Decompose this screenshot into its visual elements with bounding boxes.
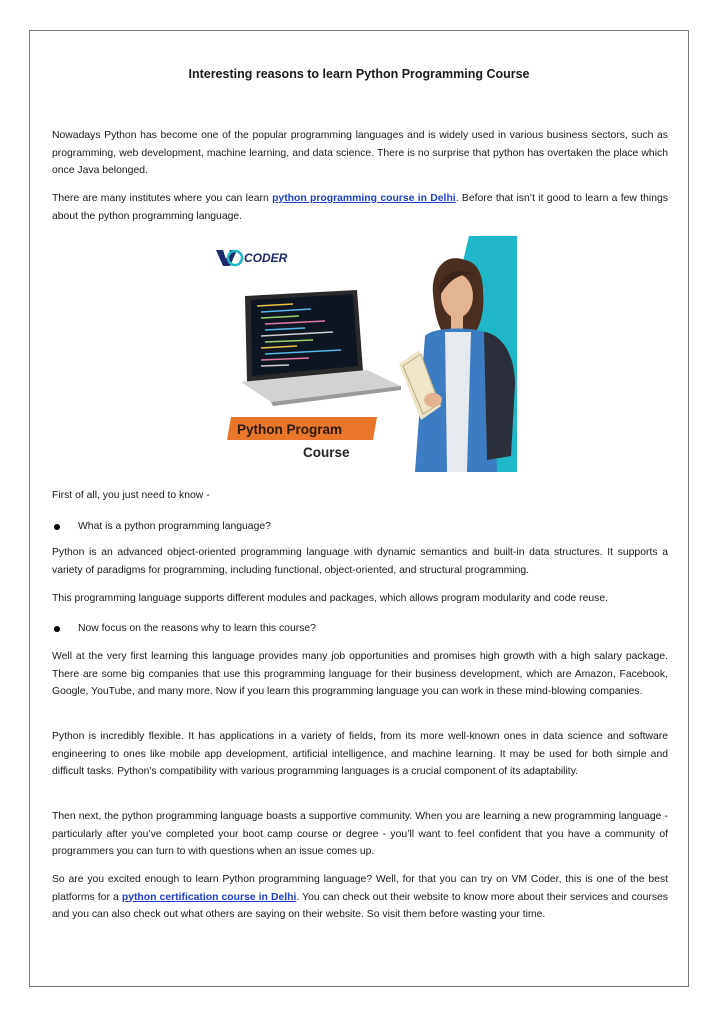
python-course-delhi-link[interactable]: python programming course in Delhi xyxy=(272,193,456,204)
paragraph-vm-coder xyxy=(52,871,668,924)
paragraph-job-opportunities: Well at the very first learning this language provides many job opportunities and promises high growth with a high salary package. There are some big companies that use this programming language for their business development, which are Amazon, Facebook, Google, YouTube, and many more. Now if you learn this programming language you can work in these mind-blowing companies. xyxy=(52,651,668,697)
bullet-dot-icon xyxy=(54,626,60,632)
bullet-reasons-text: Now focus on the reasons why to learn this course? xyxy=(78,623,316,634)
banner-title-text: Python Program xyxy=(237,422,343,437)
logo-text: CODER xyxy=(244,251,288,265)
paragraph-community: Then next, the python programming language boasts a supportive community. When you are learning a new programming language - particularly after you’ve completed your boot camp course or degree - you’ll want to feel confident that you have a community of programmers you can turn to with questions when an issue comes up. xyxy=(52,811,668,857)
banner-subtitle-text: Course xyxy=(303,445,350,460)
paragraph-institutes-text-after: . Before that isn’t it good to learn a few things about the python programming language. xyxy=(52,193,668,222)
document-page xyxy=(29,30,689,987)
paragraph-flexibility: Python is incredibly flexible. It has applications in a variety of fields, from its more well-known ones in data science and software engineering to ones like mobile app development, artificial intelligence, and machine learning. It may be used for both simple and difficult tasks. Python's compatibility with various programming languages is a crucial component of its adaptability. xyxy=(52,731,668,777)
paragraph-vm-coder-text-after: . You can check out their website to know more about their services and courses and you can also check out what others are saying on their website. So visit them before wasting your time. xyxy=(52,891,668,920)
python-certification-delhi-link[interactable]: python certification course in Delhi xyxy=(121,891,297,903)
paragraph-intro: Nowadays Python has become one of the popular programming languages and is widely used in various business sectors, such as programming, web development, machine learning, and data science. There is no surprise that python has overtaken the place which once Java belonged. xyxy=(52,130,668,176)
bullet-dot-icon xyxy=(54,524,60,530)
course-promo-image xyxy=(201,236,517,472)
paragraph-modules: This programming language supports different modules and packages, which allows program modularity and code reuse. xyxy=(52,593,609,604)
paragraph-vm-coder-text-before: So are you excited enough to learn Python programming language? Well, for that you can try on VM Coder, this is one of the best platforms for a xyxy=(52,874,668,903)
bullet-what-is-python-text: What is a python programming language? xyxy=(78,521,271,532)
paragraph-institutes xyxy=(52,190,668,225)
paragraph-first-of-all: First of all, you just need to know - xyxy=(52,490,210,501)
vm-coder-logo xyxy=(216,250,288,266)
document-title: Interesting reasons to learn Python Programming Course xyxy=(188,67,530,81)
paragraph-python-definition: Python is an advanced object-oriented programming language with dynamic semantics and built-in data structures. It supports a variety of paradigms for programming, including functional, object-oriented, and structural programming. xyxy=(52,547,668,576)
course-promo-illustration xyxy=(201,236,517,472)
paragraph-institutes-text-before: There are many institutes where you can learn xyxy=(52,193,273,204)
laptop-icon xyxy=(241,290,401,406)
